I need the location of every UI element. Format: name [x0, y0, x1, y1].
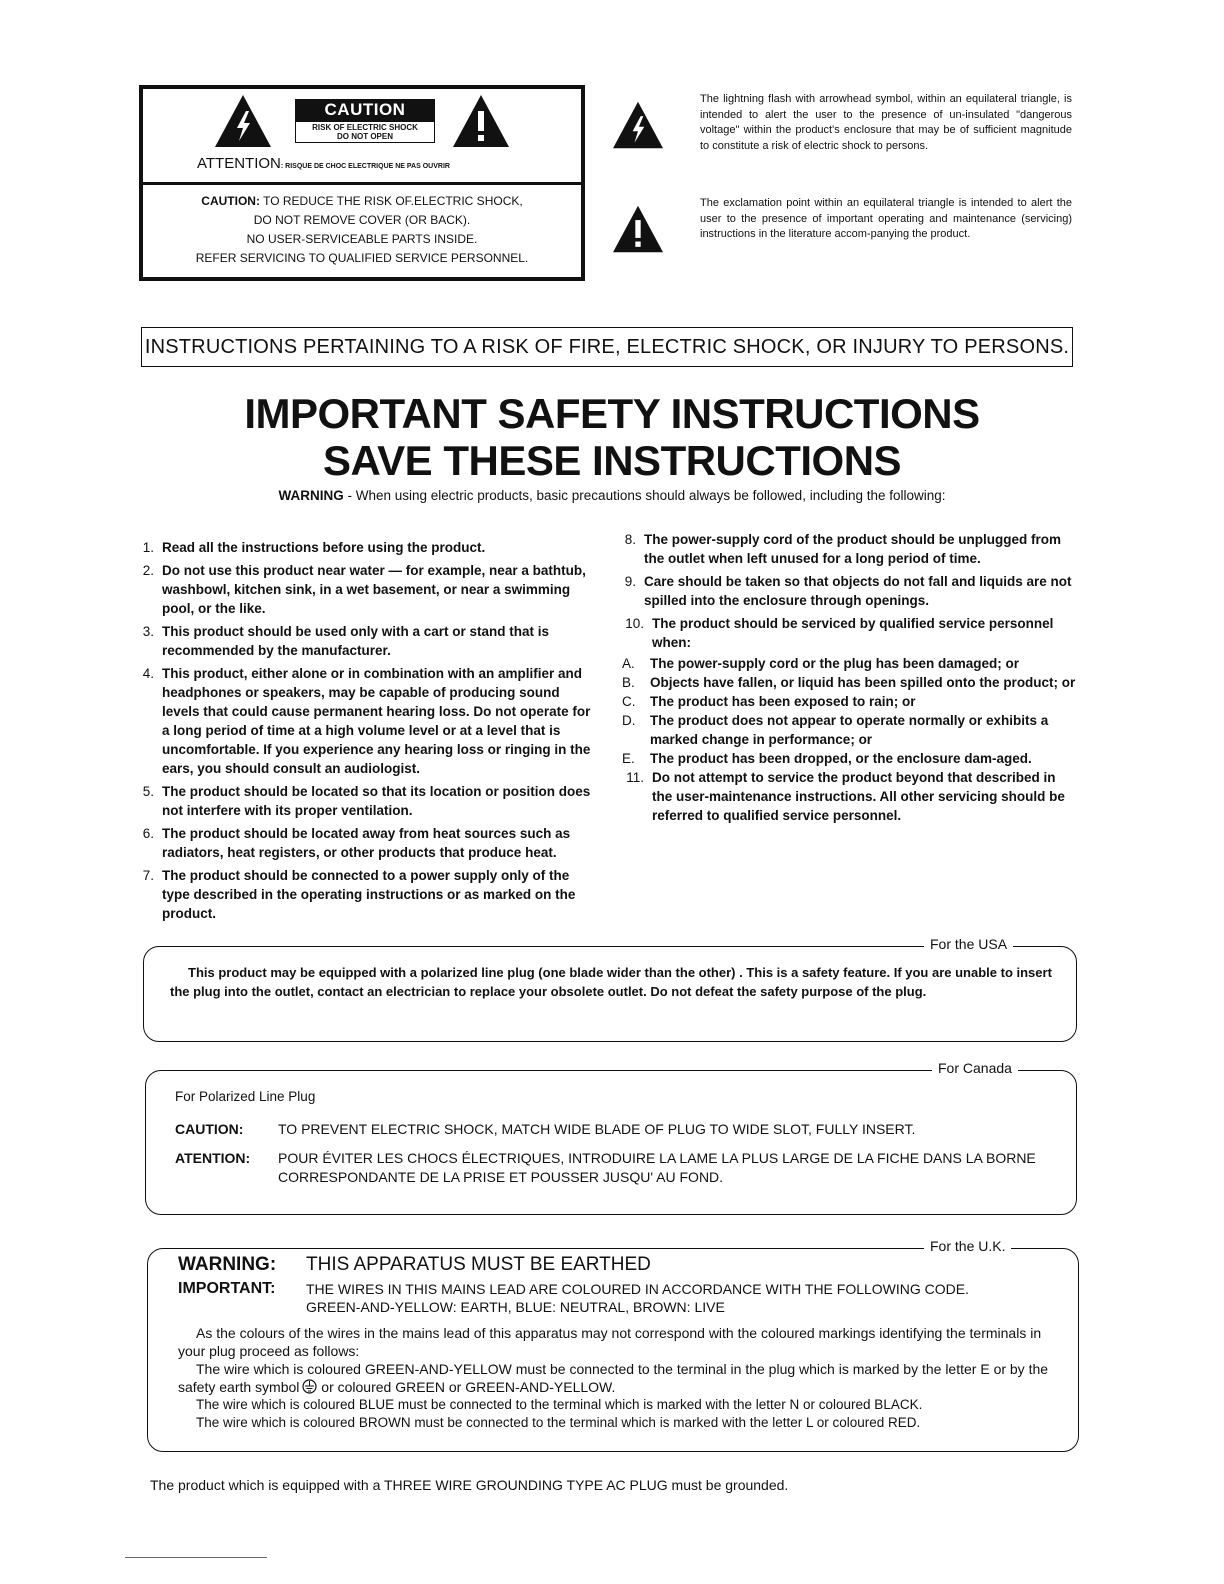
canada-heading: For Polarized Line Plug: [175, 1089, 316, 1104]
list-item: [130, 538, 592, 557]
uk-paragraph-1: As the colours of the wires in the mains lead of this apparatus may not correspond with the coloured markings identifying the terminals in your plug proceed as follows:: [178, 1325, 1042, 1359]
list-item: [612, 768, 1078, 825]
list-item-text: This product should be used only with a cart or stand that is recommended by the manufacturer.: [162, 624, 550, 658]
canada-notice-label: For Canada: [932, 1060, 1018, 1076]
sub-list-item-letter: A.: [622, 656, 635, 671]
canada-attention-text: POUR ÉVITER LES CHOCS ÉLECTRIQUES, INTRODUIRE LA LAME LA PLUS LARGE DE LA FICHE DANS LA BORNE CORRESPONDANTE DE LA PRISE ET POUSSER JUSQU' AU FOND.: [278, 1150, 1036, 1185]
canada-caution-label: CAUTION:: [175, 1121, 244, 1137]
caution-badge-title: CAUTION: [295, 99, 435, 121]
caution-body-line3: NO USER-SERVICEABLE PARTS INSIDE.: [246, 232, 478, 246]
list-item-number: 11.: [626, 770, 644, 785]
list-item: [130, 664, 592, 778]
instructions-list-right: [612, 530, 1078, 829]
uk-paragraph-4: The wire which is coloured BROWN must be connected to the terminal which is marked with the letter L or coloured RED.: [196, 1415, 921, 1430]
list-item-number: 4.: [142, 666, 154, 681]
uk-notice-body: [178, 1256, 1058, 1432]
caution-badge-line2: DO NOT OPEN: [336, 132, 393, 141]
caution-badge: [295, 99, 435, 143]
warning-line: [0, 488, 1224, 503]
list-item-text: This product, either alone or in combination with an amplifier and headphones or speakers, may be capable of producing sound levels that could cause permanent hearing loss. Do not operate for a long period of time at a high volume level or at a level that is uncomfortable. If you experience any hearing loss or ringing in the ears, you should consult an audiologist.: [162, 666, 591, 776]
usa-notice-text: This product may be equipped with a polarized line plug (one blade wider than the other) . This is a safety feature. If you are unable to insert the plug into the outlet, contact an electrician to replace your obsolete outlet. Do not defeat the safety purpose of the plug.: [170, 965, 1052, 999]
caution-body-line4: REFER SERVICING TO QUALIFIED SERVICE PERSONNEL.: [195, 251, 529, 265]
sub-list-item-text: The power-supply cord or the plug has been damaged; or: [650, 656, 1020, 671]
list-item-number: 5.: [142, 784, 154, 799]
attention-title: ATTENTION: [197, 155, 281, 172]
list-item: [130, 824, 592, 862]
uk-important-text: [306, 1280, 969, 1316]
caution-label-top: [143, 89, 581, 185]
sub-list-item-text: The product has been dropped, or the enclosure dam-aged.: [650, 751, 1032, 766]
caution-body: [143, 192, 581, 268]
uk-paragraph-2: [178, 1360, 1058, 1396]
caution-badge-line1: RISK OF ELECTRIC SHOCK: [312, 123, 418, 132]
sub-list-item: [622, 654, 1078, 673]
canada-caution-row: [175, 1120, 1055, 1139]
sub-list: [612, 654, 1078, 768]
sub-list-item: [622, 673, 1078, 692]
list-item-text: The product should be connected to a power supply only of the type described in the operating instructions or as marked on the product.: [162, 868, 576, 921]
uk-paragraph-3: The wire which is coloured BLUE must be connected to the terminal which is marked with the letter N or coloured BLACK.: [196, 1397, 923, 1412]
list-item-number: 3.: [142, 624, 154, 639]
list-item-text: Do not use this product near water — for example, near a bathtub, washbowl, kitchen sink, in a wet basement, or near a swimming pool, or the like.: [162, 563, 586, 616]
caution-body-line2: DO NOT REMOVE COVER (OR BACK).: [253, 213, 471, 227]
list-item-text: Do not attempt to service the product beyond that described in the user-maintenance instructions. All other servicing should be referred to qualified service personnel.: [652, 770, 1065, 823]
list-item-number: 2.: [142, 563, 154, 578]
sub-list-item-text: Objects have fallen, or liquid has been spilled onto the product; or: [650, 675, 1076, 690]
page-title: IMPORTANT SAFETY INSTRUCTIONS: [244, 390, 980, 437]
sub-list-item: [622, 692, 1078, 711]
list-item-text: The product should be serviced by qualified service personnel when:: [652, 616, 1054, 650]
sub-list-item-letter: D.: [622, 713, 636, 728]
instructions-list-left: [130, 538, 592, 927]
sub-list-item-letter: E.: [622, 751, 635, 766]
list-item: [612, 614, 1078, 652]
sub-list-item-letter: B.: [622, 675, 635, 690]
list-item-text: The power-supply cord of the product should be unplugged from the outlet when left unused for a long period of time.: [644, 532, 1061, 566]
uk-warning-text: THIS APPARATUS MUST BE EARTHED: [306, 1254, 651, 1275]
uk-warning-row: [178, 1256, 1058, 1274]
exclamation-warning-icon: [453, 95, 509, 147]
uk-warning-label: WARNING:: [178, 1254, 277, 1275]
sub-list-item: [622, 749, 1078, 768]
caution-body-label: CAUTION:: [201, 194, 260, 208]
sub-list-item-text: The product has been exposed to rain; or: [650, 694, 916, 709]
footer-note: The product which is equipped with a THREE WIRE GROUNDING TYPE AC PLUG must be grounded.: [150, 1477, 789, 1493]
footer-rule: [125, 1557, 267, 1558]
uk-important-row: [178, 1280, 1058, 1316]
sub-list-item-text: The product does not appear to operate normally or exhibits a marked change in performance; or: [650, 713, 1049, 747]
list-item: [612, 530, 1078, 568]
page-subtitle: SAVE THESE INSTRUCTIONS: [322, 437, 902, 484]
exclamation-symbol-description: The exclamation point within an equilateral triangle is intended to alert the user to the presence of important operating and maintenance (servicing) instructions in the literature accom-panying the product.: [700, 197, 1072, 240]
caution-body-line1: TO REDUCE THE RISK OF.ELECTRIC SHOCK,: [263, 194, 523, 208]
attention-line: [197, 155, 450, 172]
list-item-text: The product should be located away from heat sources such as radiators, heat registers, or other products that produce heat.: [162, 826, 571, 860]
uk-paragraph-2-start: The wire which is coloured GREEN-AND-YELLOW must be connected to the terminal in the plug which is marked by the letter E or by the safety earth symbol: [178, 1361, 1049, 1395]
canada-attention-label: ATENTION:: [175, 1150, 251, 1166]
lightning-symbol-description: The lightning flash with arrowhead symbol, within an equilateral triangle, is intended to alert the user to the presence of un-insulated "dangerous voltage" within the product's enclosure that may be of sufficient magnitude to constitute a risk of electric shock to persons.: [700, 93, 1072, 152]
list-item: [612, 572, 1078, 610]
list-item-text: The product should be located so that its location or position does not interfere with its proper ventilation.: [162, 784, 591, 818]
sub-list-item-letter: C.: [622, 694, 636, 709]
usa-notice-label: For the USA: [924, 936, 1013, 952]
list-item-number: 6.: [142, 826, 154, 841]
attention-text: : RISQUE DE CHOC ELECTRIQUE NE PAS OUVRIR: [280, 163, 450, 170]
uk-important-line1: THE WIRES IN THIS MAINS LEAD ARE COLOURED IN ACCORDANCE WITH THE FOLLOWING CODE.: [306, 1281, 970, 1297]
list-item-number: 7.: [142, 868, 154, 883]
canada-notice-body: [175, 1087, 1055, 1197]
list-item: [130, 782, 592, 820]
list-item: [130, 561, 592, 618]
caution-label-box: [139, 85, 585, 281]
list-item: [130, 866, 592, 923]
list-item-number: 1.: [142, 540, 154, 555]
warning-label: WARNING: [278, 488, 344, 503]
earth-symbol-icon: [302, 1379, 317, 1394]
list-item-number: 9.: [624, 574, 636, 589]
canada-attention-row: [175, 1149, 1055, 1187]
lightning-symbol-icon: [613, 101, 663, 149]
warning-text: - When using electric products, basic precautions should always be followed, including the following:: [343, 488, 946, 503]
list-item-number: 8.: [624, 532, 636, 547]
sub-list-item: [622, 711, 1078, 749]
list-item: [130, 622, 592, 660]
list-item-text: Care should be taken so that objects do not fall and liquids are not spilled into the enclosure through openings.: [644, 574, 1072, 608]
uk-important-label: IMPORTANT:: [178, 1280, 276, 1297]
list-item-number: 10.: [625, 616, 644, 631]
caution-badge-subtitle: [295, 121, 435, 143]
uk-important-line2: GREEN-AND-YELLOW: EARTH, BLUE: NEUTRAL, BROWN: LIVE: [306, 1299, 725, 1315]
uk-notice-label: For the U.K.: [924, 1238, 1011, 1254]
canada-caution-text: TO PREVENT ELECTRIC SHOCK, MATCH WIDE BLADE OF PLUG TO WIDE SLOT, FULLY INSERT.: [278, 1121, 916, 1137]
instructions-banner: INSTRUCTIONS PERTAINING TO A RISK OF FIRE, ELECTRIC SHOCK, OR INJURY TO PERSONS.: [141, 327, 1073, 367]
exclamation-symbol-icon: [613, 205, 663, 253]
uk-paragraph-2-end: or coloured GREEN or GREEN-AND-YELLOW.: [317, 1379, 616, 1395]
list-item-text: Read all the instructions before using the product.: [162, 540, 486, 555]
lightning-warning-icon: [215, 95, 271, 147]
